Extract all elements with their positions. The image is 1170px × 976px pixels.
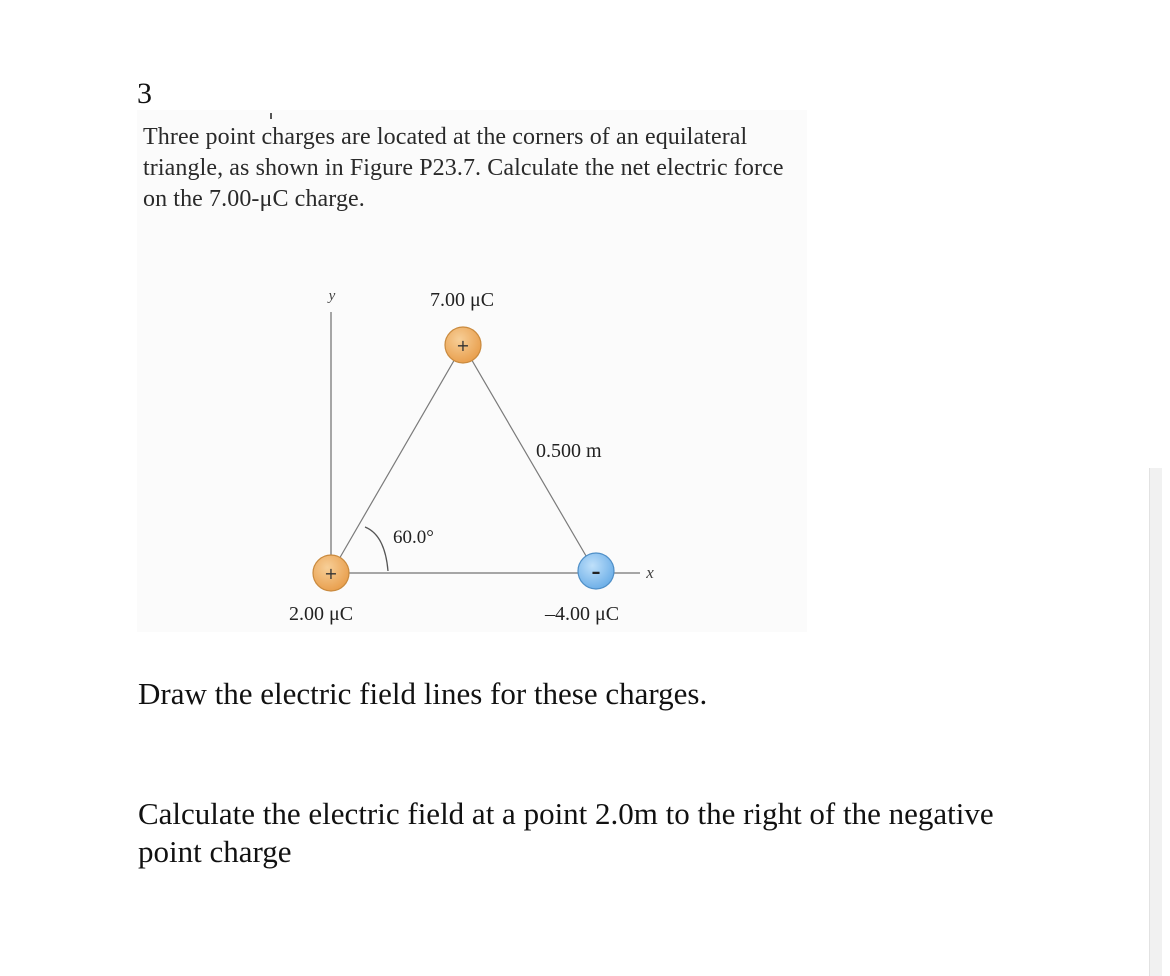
- right-charge-sign: –: [591, 562, 601, 583]
- y-axis-label: y: [328, 288, 336, 304]
- x-axis-label: x: [646, 563, 654, 582]
- left-charge-label: 2.00 μC: [288, 603, 354, 625]
- scrollbar-track[interactable]: [1149, 468, 1162, 976]
- question-field-lines: Draw the electric field lines for these charges.: [138, 676, 708, 711]
- left-charge-sign: +: [324, 564, 338, 583]
- problem-statement: Three point charges are located at the corners of an equilateral triangle, as shown in Figure P23.7. Calculate the net electric force on the 7.00-μC charge.: [143, 124, 784, 212]
- problem-number: 3: [137, 77, 152, 110]
- right-charge-label: –4.00 μC: [544, 603, 620, 625]
- angle-arc: [365, 527, 388, 571]
- question-electric-field: Calculate the electric field at a point 2.0m to the right of the negative point charge: [138, 796, 994, 869]
- top-charge-sign: +: [456, 336, 470, 355]
- top-charge: [445, 327, 481, 363]
- left-charge: [313, 555, 349, 591]
- right-charge: [578, 553, 614, 589]
- side-length-label: 0.500 m: [536, 440, 602, 462]
- top-charge-label: 7.00 μC: [429, 289, 495, 311]
- angle-label: 60.0°: [393, 527, 434, 548]
